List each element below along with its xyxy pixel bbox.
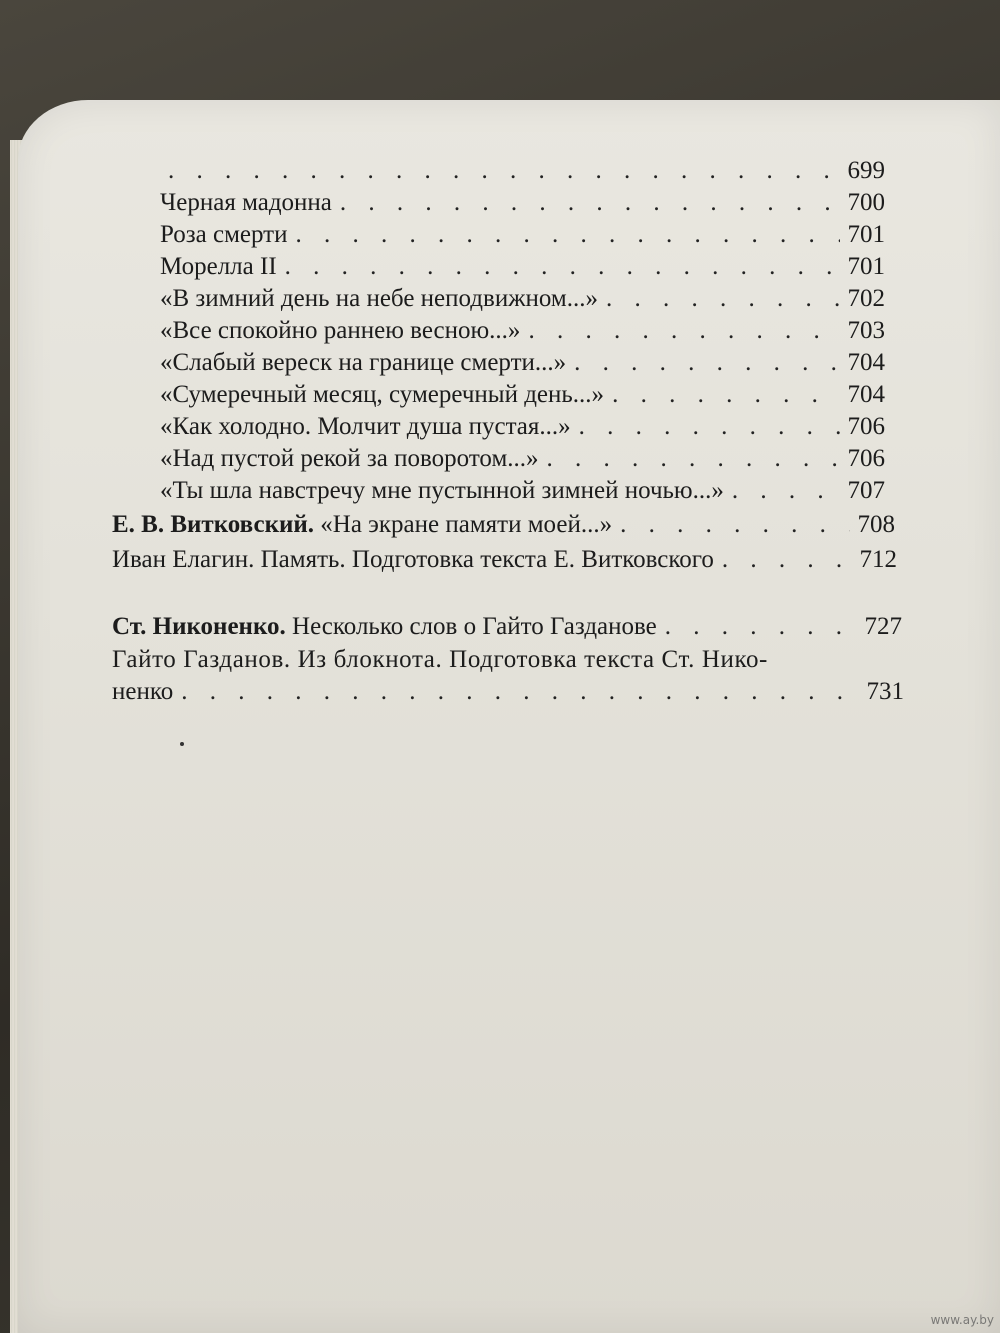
toc-entry xyxy=(160,189,885,217)
toc-entry-title: «Ты шла навстречу мне пустынной зимней ночью...» xyxy=(160,477,724,504)
leader-dots xyxy=(340,189,840,217)
toc-entry-title: ненко xyxy=(112,678,174,705)
toc-entry xyxy=(160,445,885,473)
toc-entry xyxy=(160,317,885,345)
toc-author: Ст. Никоненко. xyxy=(112,613,286,640)
leader-dots xyxy=(528,317,839,345)
leader-dots xyxy=(665,613,857,641)
leader-dots xyxy=(168,157,840,185)
toc-page-number: 727 xyxy=(864,613,902,640)
toc-page-number: 701 xyxy=(847,221,885,248)
leader-dots xyxy=(579,413,840,441)
toc-entry-title: Гайто Газданов. Из блокнота. Подготовка текста Ст. Нико- xyxy=(112,646,768,673)
toc-entry-title: Роза смерти xyxy=(160,221,288,248)
toc-entry xyxy=(160,413,885,441)
toc-page-number: 699 xyxy=(847,157,885,184)
watermark: www.ay.by xyxy=(930,1313,994,1327)
toc-entry-title: Черная мадонна xyxy=(160,189,332,216)
toc-entry xyxy=(160,477,885,505)
toc-entry xyxy=(112,613,902,641)
toc-entry xyxy=(160,349,885,377)
toc-page-number: 706 xyxy=(847,413,885,440)
toc-page-number: 703 xyxy=(847,317,885,344)
toc-entry-title: «В зимний день на небе неподвижном...» xyxy=(160,285,598,312)
toc-entry-label: «На экране памяти моей...» xyxy=(320,511,613,538)
toc-entry-title: «Слабый вереск на границе смерти...» xyxy=(160,349,567,376)
toc-author: Е. В. Витковский. xyxy=(112,511,315,538)
toc-page-number: 712 xyxy=(859,546,897,573)
leader-dots xyxy=(181,678,858,706)
toc-page-number: 701 xyxy=(847,253,885,280)
ink-speck xyxy=(180,742,184,746)
toc-page-number: 731 xyxy=(866,678,904,705)
toc-entry-title: «Сумеречный месяц, сумеречный день...» xyxy=(160,381,605,408)
toc-entry xyxy=(160,381,885,409)
toc-entry xyxy=(160,253,885,281)
toc-page-number: 700 xyxy=(847,189,885,216)
toc-entry xyxy=(160,157,885,185)
toc-entry xyxy=(112,511,895,539)
toc-page-number: 707 xyxy=(847,477,885,504)
leader-dots xyxy=(620,511,849,539)
leader-dots xyxy=(606,285,840,313)
toc-page-number: 702 xyxy=(847,285,885,312)
toc-page-number: 704 xyxy=(847,349,885,376)
toc-entry-title: «Как холодно. Молчит душа пустая...» xyxy=(160,413,571,440)
leader-dots xyxy=(547,445,840,473)
toc-entry xyxy=(160,285,885,313)
leader-dots xyxy=(285,253,840,281)
toc-entry xyxy=(112,678,904,706)
toc-entry xyxy=(112,546,897,574)
toc-page-number: 704 xyxy=(847,381,885,408)
toc-entry-title: «Все спокойно раннею весною...» xyxy=(160,317,521,344)
toc-entry xyxy=(112,646,902,674)
toc-entry-title: Иван Елагин. Память. Подготовка текста Е. Витковского xyxy=(112,546,714,573)
toc-page-number: 706 xyxy=(847,445,885,472)
leader-dots xyxy=(574,349,839,377)
toc-entry-title: «Над пустой рекой за поворотом...» xyxy=(160,445,539,472)
toc-entry-title: Морелла II xyxy=(160,253,277,280)
toc-entry-title xyxy=(112,511,612,539)
leader-dots xyxy=(612,381,839,409)
leader-dots xyxy=(722,546,852,574)
toc-entry xyxy=(160,221,885,249)
leader-dots xyxy=(296,221,840,249)
toc-entry-title xyxy=(112,613,657,641)
toc-page-number: 708 xyxy=(857,511,895,538)
leader-dots xyxy=(732,477,840,505)
toc-entry-label: Несколько слов о Гайто Газданове xyxy=(292,613,657,640)
